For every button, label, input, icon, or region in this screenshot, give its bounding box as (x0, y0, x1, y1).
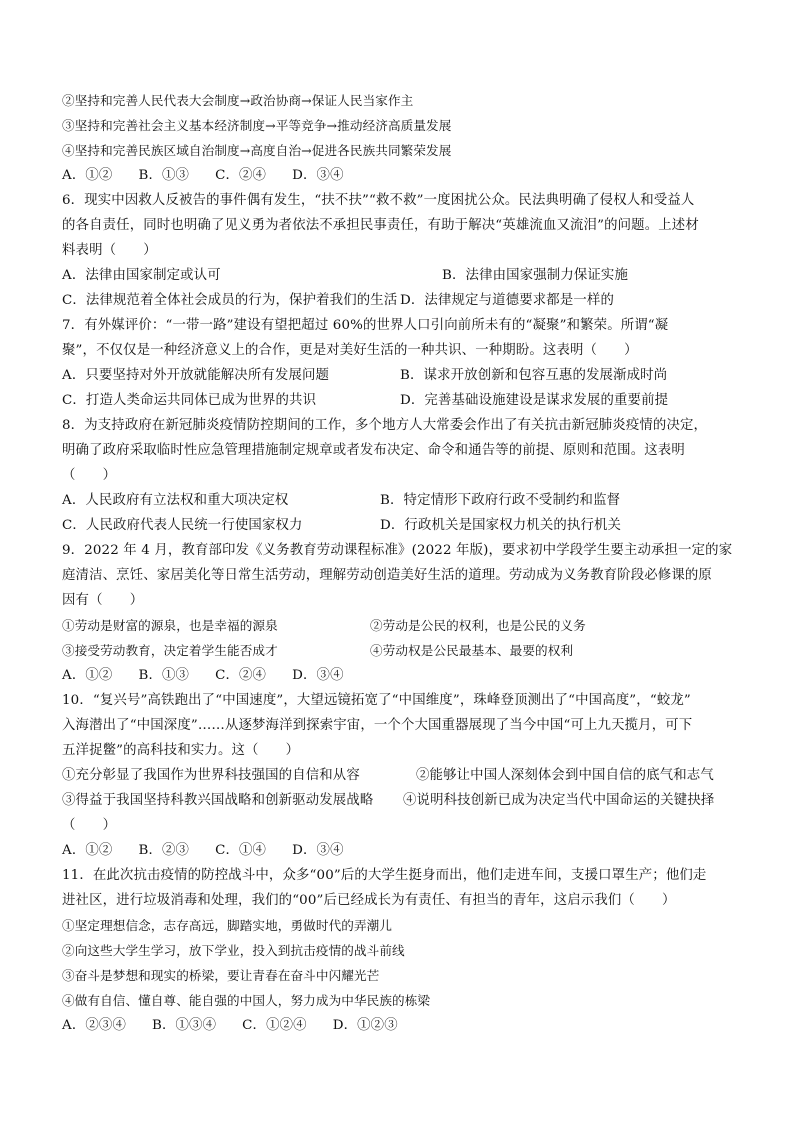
q9-item-4: ④劳动权是公民最基本、最要的权利 (370, 643, 574, 658)
q8-options-row-2 (62, 513, 742, 538)
q8-stem-3: （ ） (62, 468, 117, 483)
q6-option-b[interactable]: B．法律由国家强制力保证实施 (442, 268, 629, 283)
q6-options-row-2 (62, 288, 742, 313)
q9-item-3: ③接受劳动教育，决定着学生能否成才 (62, 643, 278, 658)
q11-item-3: ③奋斗是梦想和现实的桥梁，要让青春在奋斗中闪耀光芒 (62, 968, 380, 983)
q5-item-2: ②坚持和完善人民代表大会制度→政治协商→保证人民当家作主 (62, 93, 414, 108)
q9-options (62, 663, 742, 688)
q11-option-a[interactable]: A．②③④ (62, 1018, 126, 1033)
q6-option-a[interactable]: A．法律由国家制定或认可 (62, 268, 221, 283)
q11-item-2: ②向这些大学生学习，放下学业，投入到抗击疫情的战斗前线 (62, 943, 405, 958)
q8-stem-2: 明确了政府采取临时性应急管理措施制定规章或者发布决定、命令和通告等的前提、原则和范围。这表明 (62, 443, 685, 458)
q5-option-a[interactable]: A．①② (62, 168, 113, 183)
q9-stem-1: 9．2022 年 4 月，教育部印发《义务教育劳动课程标准》(2022 年版)，要求初中学段学生要主动承担一定的家 (62, 543, 733, 558)
q5-option-b[interactable]: B．①③ (138, 168, 190, 183)
q6-stem-2: 的各自责任，同时也明确了见义勇为者依法不承担民事责任，有助于解决“英雄流血又流泪”的问题。上述材 (62, 218, 699, 233)
q9-option-a[interactable]: A．①② (62, 668, 113, 683)
q8-option-c[interactable]: C．人民政府代表人民统一行使国家权力 (62, 518, 303, 533)
q11-option-c[interactable]: C．①②④ (242, 1018, 307, 1033)
q11-option-d[interactable]: D．①②③ (332, 1018, 398, 1033)
q7-option-a[interactable]: A．只要坚持对外开放就能解决所有发展问题 (62, 368, 330, 383)
q9-option-c[interactable]: C．②④ (215, 668, 267, 683)
q10-item-3: ③得益于我国坚持科教兴国战略和创新驱动发展战略 (62, 793, 374, 808)
q8-options-row-1 (62, 488, 742, 513)
q10-stem-3: 五洋捉鳖”的高科技和实力。这（ ） (62, 743, 300, 758)
q10-items-row-2 (62, 788, 742, 813)
q10-option-c[interactable]: C．①④ (215, 843, 267, 858)
q10-options (62, 838, 742, 863)
q10-option-a[interactable]: A．①② (62, 843, 113, 858)
q6-option-c[interactable]: C．法律规范着全体社会成员的行为，保护着我们的生活 (62, 293, 398, 308)
q8-option-d[interactable]: D．行政机关是国家权力机关的执行机关 (380, 518, 622, 533)
q8-option-a[interactable]: A．人民政府有立法权和重大项决定权 (62, 493, 289, 508)
q6-stem-3: 料表明（ ） (62, 243, 157, 258)
q7-stem-2: 聚”，不仅仅是一种经济意义上的合作，更是对美好生活的一种共识、一种期盼。这表明（ ） (62, 343, 638, 358)
q5-item-3: ③坚持和完善社会主义基本经济制度→平等竞争→推动经济高质量发展 (62, 118, 452, 133)
q7-option-b[interactable]: B．谋求开放创新和包容互惠的发展渐成时尚 (400, 368, 668, 383)
q10-stem-1: 10．“复兴号”高铁跑出了“中国速度”，大望远镜拓宽了“中国维度”，珠峰登顶测出了“中国高度”，“蛟龙” (62, 693, 691, 708)
q10-items-row-1 (62, 763, 742, 788)
q9-item-1: ①劳动是财富的源泉，也是幸福的源泉 (62, 618, 278, 633)
q10-option-b[interactable]: B．②③ (138, 843, 190, 858)
q9-option-d[interactable]: D．③④ (292, 668, 344, 683)
q10-item-2: ②能够让中国人深刻体会到中国自信的底气和志气 (416, 768, 714, 783)
q10-answer-paren: （ ） (62, 818, 117, 833)
q11-stem-2: 进社区，进行垃圾消毒和处理，我们的“00”后已经成长为有责任、有担当的青年，这启示我们（ ） (62, 893, 676, 908)
q11-item-1: ①坚定理想信念，志存高远，脚踏实地，勇做时代的弄潮儿 (62, 918, 393, 933)
q10-item-1: ①充分彰显了我国作为世界科技强国的自信和从容 (62, 768, 360, 783)
q7-stem-1: 7．有外媒评价：“一带一路”建设有望把超过 60%的世界人口引向前所未有的“凝聚”和繁荣。所谓“凝 (62, 318, 669, 333)
q6-options-row-1 (62, 263, 742, 288)
q9-stem-2: 庭清洁、烹饪、家居美化等日常生活劳动，理解劳动创造美好生活的道理。劳动成为义务教育阶段必修课的原 (62, 568, 712, 583)
q7-option-d[interactable]: D．完善基础设施建设是谋求发展的重要前提 (400, 393, 669, 408)
q7-options-row-2 (62, 388, 742, 413)
q7-option-c[interactable]: C．打造人类命运共同体已成为世界的共识 (62, 393, 317, 408)
exam-page (62, 88, 742, 1038)
q11-options (62, 1013, 742, 1038)
q8-option-b[interactable]: B．特定情形下政府行政不受制约和监督 (380, 493, 621, 508)
q5-options (62, 163, 742, 188)
q5-option-c[interactable]: C．②④ (215, 168, 267, 183)
q6-stem-1: 6．现实中因救人反被告的事件偶有发生，“扶不扶”“救不救”一度困扰公众。民法典明确了侵权人和受益人 (62, 193, 695, 208)
q7-options-row-1 (62, 363, 742, 388)
q9-items-row-2 (62, 638, 742, 663)
q10-stem-2: 入海潜出了“中国深度”……从逐梦海洋到探索宇宙，一个个大国重器展现了当今中国“可上九天揽月，可下 (62, 718, 693, 733)
q5-option-d[interactable]: D．③④ (292, 168, 344, 183)
q9-item-2: ②劳动是公民的权利，也是公民的义务 (370, 618, 586, 633)
q9-stem-3: 因有（ ） (62, 593, 144, 608)
q11-stem-1: 11．在此次抗击疫情的防控战斗中，众多“00”后的大学生挺身而出，他们走进车间，支援口罩生产；他们走 (62, 868, 707, 883)
q6-option-d[interactable]: D．法律规定与道德要求都是一样的 (400, 293, 614, 308)
q11-option-b[interactable]: B．①③④ (151, 1018, 217, 1033)
q8-stem-1: 8．为支持政府在新冠肺炎疫情防控期间的工作，多个地方人大常委会作出了有关抗击新冠肺炎疫情的决定， (62, 418, 708, 433)
q9-option-b[interactable]: B．①③ (138, 668, 190, 683)
q5-item-4: ④坚持和完善民族区域自治制度→高度自治→促进各民族共同繁荣发展 (62, 143, 452, 158)
q10-option-d[interactable]: D．③④ (292, 843, 344, 858)
q11-item-4: ④做有自信、懂自尊、能自强的中国人，努力成为中华民族的栋梁 (62, 993, 431, 1008)
q9-items-row-1 (62, 613, 742, 638)
q10-item-4: ④说明科技创新已成为决定当代中国命运的关键抉择 (403, 793, 715, 808)
